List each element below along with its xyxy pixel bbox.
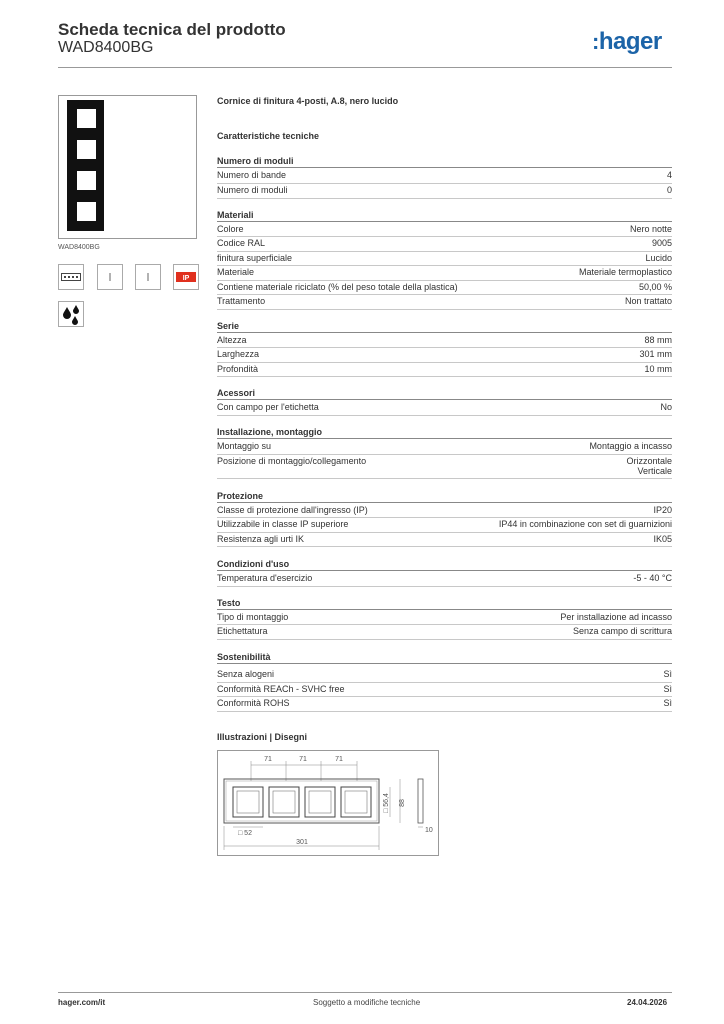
- section-rule: [217, 438, 672, 439]
- spec-label: Montaggio su: [217, 441, 272, 451]
- section-rule: [217, 570, 672, 571]
- spec-value: No: [660, 402, 672, 412]
- spec-row: [217, 440, 672, 455]
- spec-value: 88 mm: [644, 335, 672, 345]
- frame-opening: [77, 171, 96, 190]
- section-title: Protezione: [217, 491, 264, 501]
- section-rule: [217, 167, 672, 168]
- spec-value: Montaggio a incasso: [589, 441, 672, 451]
- spec-row: [217, 697, 672, 712]
- spec-label: Etichettatura: [217, 626, 268, 636]
- section-rule: [217, 663, 672, 664]
- spec-value: 0: [666, 185, 672, 195]
- spec-value: 4: [666, 170, 672, 180]
- spec-row: [217, 455, 672, 479]
- spec-value: Materiale termoplastico: [578, 267, 672, 277]
- spec-row: [217, 533, 672, 547]
- section-title: Condizioni d'uso: [217, 559, 290, 569]
- section-title: Acessori: [217, 388, 256, 398]
- frame-opening: [77, 202, 96, 221]
- spec-row: [217, 625, 672, 640]
- spec-row: [217, 252, 672, 266]
- spec-row: [217, 237, 672, 252]
- spec-row: [217, 223, 672, 237]
- ip-badge-text: IP: [182, 275, 190, 282]
- module-strip-icon: [58, 264, 84, 290]
- spec-label: Profondità: [217, 364, 259, 374]
- spec-label: Tipo di montaggio: [217, 612, 289, 622]
- tech-heading: Caratteristiche tecniche: [217, 131, 320, 141]
- spec-row: [217, 572, 672, 587]
- spec-row: [217, 668, 672, 683]
- spec-label: Resistenza agli urti IK: [217, 534, 305, 544]
- spec-value: Non trattato: [624, 296, 672, 306]
- spec-row: [217, 184, 672, 199]
- spec-value: IP44 in combinazione con set di guarnizioni: [498, 519, 672, 529]
- product-image: [58, 95, 197, 239]
- spec-label: Contiene materiale riciclato (% del peso totale della plastica): [217, 282, 458, 292]
- pitch-dim-3: 71: [335, 756, 343, 763]
- spec-row: [217, 169, 672, 184]
- spec-row: [217, 683, 672, 697]
- water-drops-icon: [58, 301, 84, 327]
- section-title: Numero di moduli: [217, 156, 294, 166]
- spec-value: Nero notte: [629, 224, 672, 234]
- spec-value-line2: Verticale: [637, 466, 672, 476]
- spec-row: [217, 295, 672, 310]
- spec-row: [217, 363, 672, 377]
- spec-row: [217, 518, 672, 533]
- spec-row: [217, 504, 672, 518]
- spec-label: Colore: [217, 224, 244, 234]
- section-rule: [217, 221, 672, 222]
- pitch-dim-2: 71: [299, 756, 307, 763]
- section-rule: [217, 332, 672, 333]
- section-title: Installazione, montaggio: [217, 427, 323, 437]
- spec-label: Conformità REACh - SVHC free: [217, 684, 345, 694]
- page-title: Scheda tecnica del prodotto: [58, 20, 286, 39]
- spec-value: Senza campo di scrittura: [572, 626, 672, 636]
- illustrations-heading: Illustrazioni | Disegni: [217, 732, 308, 742]
- footer-date: 24.04.2026: [627, 998, 668, 1007]
- section-title: Sostenibilità: [217, 652, 271, 662]
- section-rule: [217, 399, 672, 400]
- spec-value: Per installazione ad incasso: [560, 612, 672, 622]
- inner-dim: □ 56,4: [383, 793, 390, 813]
- spec-value: 301 mm: [639, 349, 672, 359]
- spec-row: [217, 348, 672, 363]
- width-dim: 301: [296, 839, 308, 846]
- spec-value: 50,00 %: [638, 282, 672, 292]
- spec-value: IK05: [653, 534, 672, 544]
- divider-icon: [97, 264, 123, 290]
- product-description: Cornice di finitura 4-posti, A.8, nero lucido: [217, 96, 399, 106]
- spec-value: Lucido: [645, 253, 672, 263]
- spec-value: 9005: [651, 238, 672, 248]
- spec-label: Classe di protezione dall'ingresso (IP): [217, 505, 368, 515]
- hager-logo: :hager: [592, 28, 662, 55]
- spec-value: Orizzontale: [626, 456, 672, 466]
- section-rule: [217, 609, 672, 610]
- product-code: WAD8400BG: [58, 39, 154, 56]
- section-title: Serie: [217, 321, 240, 331]
- image-caption: WAD8400BG: [58, 244, 100, 251]
- spec-label: finitura superficiale: [217, 253, 293, 263]
- spec-row: [217, 334, 672, 348]
- depth-dim: 10: [425, 827, 433, 834]
- header-divider: [58, 67, 672, 68]
- spec-value: 10 mm: [644, 364, 672, 374]
- section-rule: [217, 502, 672, 503]
- spec-label: Numero di moduli: [217, 185, 288, 195]
- spec-row: [217, 611, 672, 625]
- spec-label: Senza alogeni: [217, 669, 275, 679]
- spec-label: Posizione di montaggio/collegamento: [217, 456, 367, 466]
- spec-value: Sì: [663, 684, 672, 694]
- spec-row: [217, 401, 672, 416]
- footer-website[interactable]: hager.com/it: [58, 998, 106, 1007]
- spec-value: IP20: [653, 505, 672, 515]
- footer-disclaimer: Soggetto a modifiche tecniche: [313, 998, 421, 1007]
- spec-value: Sì: [663, 698, 672, 708]
- spec-value: Sì: [663, 669, 672, 679]
- spec-label: Con campo per l'etichetta: [217, 402, 319, 412]
- ip-badge-icon: [173, 264, 199, 290]
- height-dim: 88: [399, 799, 406, 807]
- spec-label: Materiale: [217, 267, 255, 277]
- technical-drawing: [217, 750, 439, 856]
- spec-label: Utilizzabile in classe IP superiore: [217, 519, 349, 529]
- frame-graphic: [67, 100, 104, 231]
- pitch-dim-1: 71: [264, 756, 272, 763]
- frame-opening: [77, 109, 96, 128]
- section-title: Materiali: [217, 210, 254, 220]
- spec-row: [217, 266, 672, 281]
- spec-label: Numero di bande: [217, 170, 287, 180]
- spec-label: Trattamento: [217, 296, 266, 306]
- spec-label: Altezza: [217, 335, 247, 345]
- spec-label: Codice RAL: [217, 238, 266, 248]
- opening-dim: □ 52: [238, 830, 252, 837]
- divider-icon: [135, 264, 161, 290]
- spec-label: Conformità ROHS: [217, 698, 290, 708]
- section-title: Testo: [217, 598, 241, 608]
- spec-value: -5 - 40 °C: [633, 573, 672, 583]
- spec-label: Larghezza: [217, 349, 260, 359]
- spec-row: [217, 281, 672, 295]
- spec-label: Temperatura d'esercizio: [217, 573, 313, 583]
- frame-opening: [77, 140, 96, 159]
- footer-divider: [58, 992, 672, 993]
- logo-text: hager: [598, 28, 662, 55]
